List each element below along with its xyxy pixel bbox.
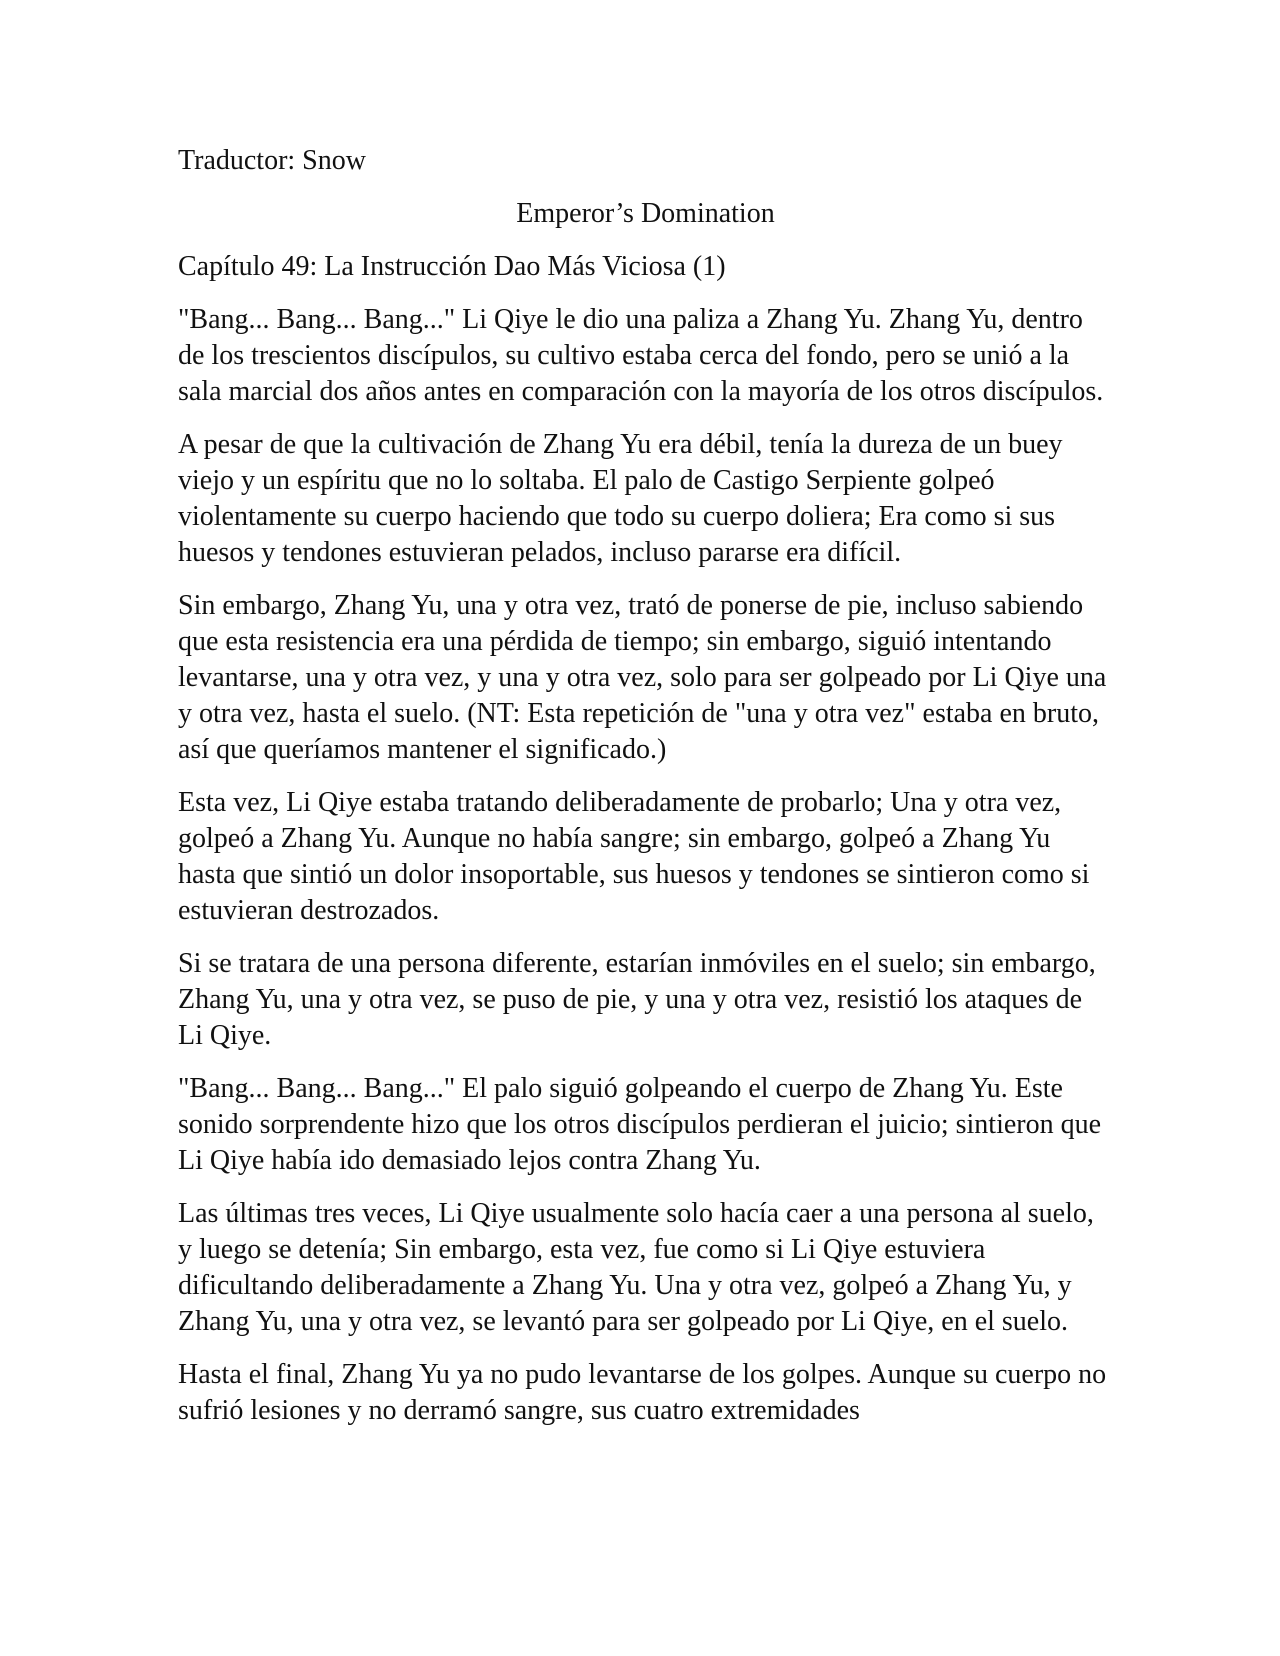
translator-credit: Traductor: Snow [178, 145, 366, 176]
paragraph: A pesar de que la cultivación de Zhang Yu era débil, tenía la dureza de un buey viejo y un espíritu que no lo soltaba. El palo de Castigo Serpiente golpeó violentamente su cuerpo haciendo que todo su cuerpo doliera; Era como si sus huesos y tendones estuvieran pelados, incluso pararse era difícil. [178, 429, 1063, 568]
paragraph: Sin embargo, Zhang Yu, una y otra vez, trató de ponerse de pie, incluso sabiendo que esta resistencia era una pérdida de tiempo; sin embargo, siguió intentando levantarse, una y otra vez, y una y otra vez, solo para ser golpeado por Li Qiye una y otra vez, hasta el suelo. (NT: Esta repetición de "una y otra vez" estaba en bruto, así que queríamos mantener el significado.) [178, 590, 1107, 765]
paragraph: "Bang... Bang... Bang..." El palo siguió golpeando el cuerpo de Zhang Yu. Este sonido sorprendente hizo que los otros discípulos perdieran el juicio; sintieron que Li Qiye había ido demasiado lejos contra Zhang Yu. [178, 1073, 1102, 1176]
paragraph: Hasta el final, Zhang Yu ya no pudo levantarse de los golpes. Aunque su cuerpo no sufrió lesiones y no derramó sangre, sus cuatro extremidades [178, 1359, 1107, 1426]
document-body [178, 143, 1113, 1446]
document-title: Emperor’s Domination [516, 198, 775, 229]
paragraph: Si se tratara de una persona diferente, estarían inmóviles en el suelo; sin embargo, Zhang Yu, una y otra vez, se puso de pie, y una y otra vez, resistió los ataques de Li Qiye. [178, 948, 1096, 1051]
paragraph: Las últimas tres veces, Li Qiye usualmente solo hacía caer a una persona al suelo, y luego se detenía; Sin embargo, esta vez, fue como si Li Qiye estuviera dificultando deliberadamente a Zhang Yu. Una y otra vez, golpeó a Zhang Yu, y Zhang Yu, una y otra vez, se levantó para ser golpeado por Li Qiye, en el suelo. [178, 1198, 1094, 1337]
chapter-heading: Capítulo 49: La Instrucción Dao Más Viciosa (1) [178, 251, 726, 282]
paragraph: "Bang... Bang... Bang..." Li Qiye le dio una paliza a Zhang Yu. Zhang Yu, dentro de los trescientos discípulos, su cultivo estaba cerca del fondo, pero se unió a la sala marcial dos años antes en comparación con la mayoría de los otros discípulos. [178, 304, 1104, 407]
paragraph: Esta vez, Li Qiye estaba tratando deliberadamente de probarlo; Una y otra vez, golpeó a Zhang Yu. Aunque no había sangre; sin embargo, golpeó a Zhang Yu hasta que sintió un dolor insoportable, sus huesos y tendones se sintieron como si estuvieran destrozados. [178, 787, 1090, 926]
